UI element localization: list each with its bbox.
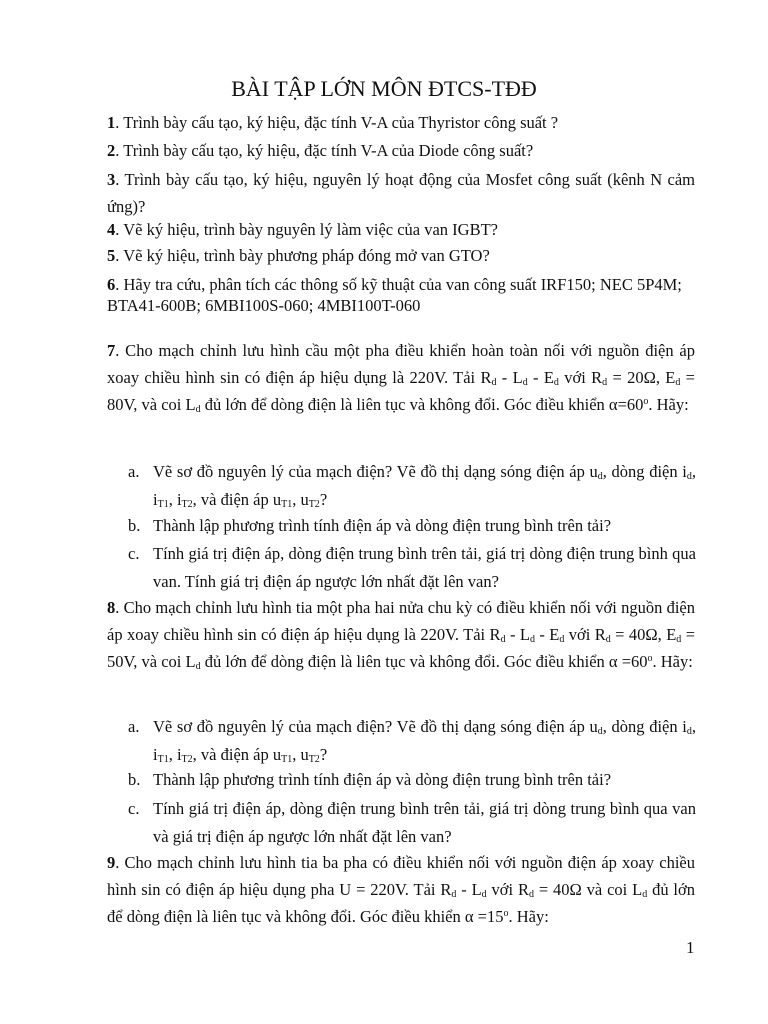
subscript: d xyxy=(195,404,201,415)
question-text: . Cho mạch chỉnh lưu hình tia ba pha có điều khiển nối với nguồn điện áp xoay chiều hình sin có điện áp hiệu dụng pha U = 220V. Tải R xyxy=(107,853,695,899)
question-8-item-b xyxy=(128,768,696,792)
degree-superscript: o xyxy=(503,908,509,919)
item-text: Tính giá trị điện áp, dòng điện trung bình trên tải, giá trị dòng điện trung bình qua van. Tính giá trị điện áp ngược lớn nhất đặt lên van? xyxy=(153,544,696,591)
page-number: 1 xyxy=(686,938,695,957)
question-7-item-c xyxy=(128,540,696,596)
subscript: d xyxy=(451,889,457,900)
subscript: T1 xyxy=(157,499,169,510)
subscript: d xyxy=(597,726,603,737)
question-text: - L xyxy=(456,880,482,899)
subscript: d xyxy=(686,471,692,482)
subscript: T2 xyxy=(308,754,320,765)
item-marker: c. xyxy=(128,799,140,818)
item-text-part: , u xyxy=(292,490,309,509)
question-text: - E xyxy=(527,368,554,387)
item-marker: a. xyxy=(128,717,140,736)
subscript: d xyxy=(602,377,608,388)
question-9 xyxy=(107,849,695,930)
item-text-part: ? xyxy=(319,490,328,509)
question-text: = 40Ω, E xyxy=(610,625,677,644)
subscript: d xyxy=(642,889,648,900)
item-marker: b. xyxy=(128,770,141,789)
subscript: T1 xyxy=(157,754,169,765)
question-text: . Hãy: xyxy=(652,652,693,671)
subscript: d xyxy=(481,889,487,900)
item-text-part: ? xyxy=(319,745,328,764)
question-text: - L xyxy=(505,625,530,644)
question-text: với R xyxy=(564,625,606,644)
question-text: - L xyxy=(496,368,523,387)
question-text: . Hãy: xyxy=(508,907,549,926)
subscript: d xyxy=(597,471,603,482)
question-text: . Trình bày cấu tạo, ký hiệu, nguyên lý hoạt động của Mosfet công suất (kênh N cảm ứng)? xyxy=(107,170,695,216)
question-1 xyxy=(107,113,558,133)
subscript: T1 xyxy=(281,754,293,765)
degree-superscript: o xyxy=(643,396,649,407)
item-text-part: , i xyxy=(168,745,182,764)
question-number: 7 xyxy=(107,341,116,360)
question-text: . Vẽ ký hiệu, trình bày nguyên lý làm việc của van IGBT? xyxy=(115,220,499,239)
item-text-part: , i xyxy=(153,717,696,764)
subscript: d xyxy=(675,377,681,388)
question-8-item-a xyxy=(128,713,696,769)
question-text: . Cho mạch chỉnh lưu hình tia một pha hai nửa chu kỳ có điều khiển nối với nguồn điện áp xoay chiều hình sin có điện áp hiệu dụng là 220V. Tải R xyxy=(107,598,695,644)
item-text xyxy=(153,458,696,514)
item-text-part: , dòng điện i xyxy=(602,717,687,736)
item-text: Thành lập phương trình tính điện áp và dòng điện trung bình trên tải? xyxy=(153,770,612,789)
question-number: 6 xyxy=(107,275,116,294)
subscript: d xyxy=(195,661,201,672)
question-5 xyxy=(107,246,490,266)
question-text: . Vẽ ký hiệu, trình bày phương pháp đóng mở van GTO? xyxy=(115,246,490,265)
question-2 xyxy=(107,141,533,161)
question-text: . Trình bày cấu tạo, ký hiệu, đặc tính V-A của Thyristor công suất ? xyxy=(115,113,559,132)
item-text-part: , i xyxy=(168,490,182,509)
question-number: 9 xyxy=(107,853,116,872)
degree-superscript: o xyxy=(647,653,653,664)
question-text: đủ lớn để dòng điện là liên tục và không đổi. Góc điều khiển α =15 xyxy=(107,880,695,926)
subscript: d xyxy=(605,634,611,645)
item-text-part: , và điện áp u xyxy=(192,490,282,509)
item-marker: c. xyxy=(128,544,140,563)
question-text: = 50V, và coi L xyxy=(107,625,695,671)
item-marker: a. xyxy=(128,462,140,481)
question-7-item-b xyxy=(128,514,696,538)
item-text xyxy=(153,713,696,769)
question-text: . Hãy: xyxy=(648,395,689,414)
question-text: = 40Ω và coi L xyxy=(533,880,643,899)
question-text: = 20Ω, E xyxy=(607,368,676,387)
question-7 xyxy=(107,337,695,418)
item-text-part: , dòng điện i xyxy=(602,462,687,481)
subscript: T1 xyxy=(281,499,293,510)
subscript: d xyxy=(553,377,559,388)
subscript: d xyxy=(529,634,535,645)
question-4 xyxy=(107,220,498,240)
question-3 xyxy=(107,166,695,220)
question-text: với R xyxy=(486,880,529,899)
question-8-item-c xyxy=(128,795,696,851)
question-number: 5 xyxy=(107,246,116,265)
subscript: T2 xyxy=(181,754,193,765)
item-text-part: Vẽ sơ đồ nguyên lý của mạch điện? Vẽ đồ thị dạng sóng điện áp u xyxy=(153,462,598,481)
question-text: . Hãy tra cứu, phân tích các thông số kỹ thuật của van công suất IRF150; NEC 5P4M; BTA41-600B; 6MBI100S-060; 4MBI100T-060 xyxy=(107,275,682,315)
subscript: d xyxy=(522,377,528,388)
question-text: . Trình bày cấu tạo, ký hiệu, đặc tính V-A của Diode công suất? xyxy=(115,141,534,160)
question-6 xyxy=(107,274,695,316)
item-text-part: , u xyxy=(292,745,309,764)
question-7-item-a xyxy=(128,458,696,514)
question-number: 3 xyxy=(107,170,116,189)
question-text: . Cho mạch chỉnh lưu hình cầu một pha điều khiển hoàn toàn nối với nguồn điện áp xoay chiều hình sin có điện áp hiệu dụng là 220V. Tải R xyxy=(107,341,695,387)
question-text: - E xyxy=(534,625,560,644)
question-number: 2 xyxy=(107,141,116,160)
question-text: đủ lớn để dòng điện là liên tục và không đổi. Góc điều khiển α=60 xyxy=(200,395,644,414)
item-text-part: , và điện áp u xyxy=(192,745,282,764)
page-title: BÀI TẬP LỚN MÔN ĐTCS-TĐĐ xyxy=(231,76,537,101)
question-8 xyxy=(107,594,695,675)
question-number: 4 xyxy=(107,220,116,239)
subscript: d xyxy=(528,889,534,900)
question-text: đủ lớn để dòng điện là liên tục và không đổi. Góc điều khiển α =60 xyxy=(200,652,648,671)
item-text: Tính giá trị điện áp, dòng điện trung bình trên tải, giá trị dòng trung bình qua van và giá trị điện áp ngược lớn nhất đặt lên van? xyxy=(153,799,696,846)
subscript: d xyxy=(491,377,497,388)
item-text: Thành lập phương trình tính điện áp và dòng điện trung bình trên tải? xyxy=(153,516,612,535)
item-text-part: Vẽ sơ đồ nguyên lý của mạch điện? Vẽ đồ thị dạng sóng điện áp u xyxy=(153,717,598,736)
subscript: d xyxy=(686,726,692,737)
question-text: = 80V, và coi L xyxy=(107,368,695,414)
subscript: d xyxy=(559,634,565,645)
subscript: d xyxy=(500,634,506,645)
subscript: T2 xyxy=(308,499,320,510)
item-marker: b. xyxy=(128,516,141,535)
item-text-part: , i xyxy=(153,462,696,509)
question-number: 8 xyxy=(107,598,116,617)
question-number: 1 xyxy=(107,113,116,132)
question-text: với R xyxy=(558,368,603,387)
subscript: T2 xyxy=(181,499,193,510)
subscript: d xyxy=(676,634,682,645)
